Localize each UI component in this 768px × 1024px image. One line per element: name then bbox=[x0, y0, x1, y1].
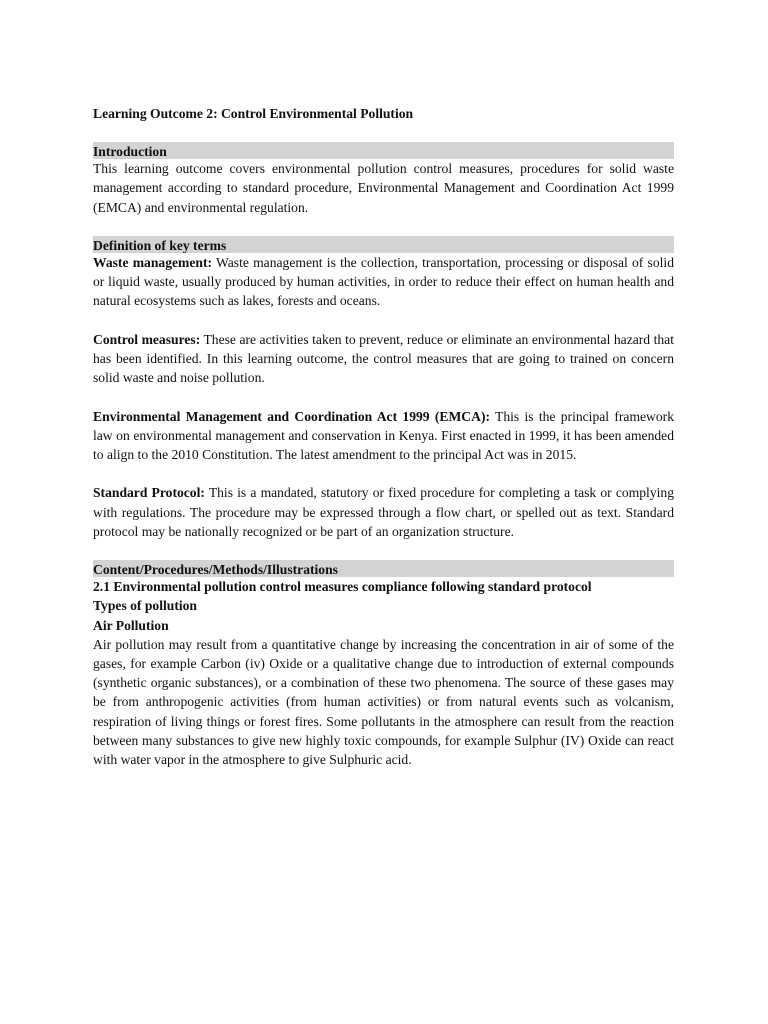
definition-text: These are activities taken to prevent, reduce or eliminate an environmental hazard that has been identified. In this learning outcome, the control measures that are going to trained on concern solid waste and noise pollution. bbox=[93, 331, 674, 386]
page-title: Learning Outcome 2: Control Environmental Pollution bbox=[93, 106, 414, 121]
content-heading: Content/Procedures/Methods/Illustrations bbox=[93, 560, 674, 577]
definition-term: Waste management: bbox=[93, 255, 213, 270]
definition-text: Waste management is the collection, transportation, processing or disposal of solid or liquid waste, usually produced by human activities, in order to reduce their effect on human health and natural ecosystems such as lakes, forests and oceans. bbox=[93, 255, 674, 309]
definition-waste-management bbox=[93, 253, 674, 311]
definition-emca bbox=[93, 407, 674, 465]
introduction-heading: Introduction bbox=[93, 142, 674, 159]
definition-standard-protocol bbox=[93, 483, 674, 541]
air-pollution-heading: Air Pollution bbox=[93, 617, 169, 633]
spacer bbox=[93, 541, 674, 560]
spacer bbox=[93, 387, 674, 406]
spacer bbox=[93, 217, 674, 236]
definition-text: This is the principal framework law on environmental management and conservation in Kenya. First enacted in 1999, it has been amended to align to the 2010 Constitution. The latest amendment to the principal Act was in 2015. bbox=[93, 408, 674, 462]
types-of-pollution-heading: Types of pollution bbox=[93, 598, 197, 614]
spacer bbox=[93, 311, 674, 330]
definition-text: This is a mandated, statutory or fixed procedure for completing a task or complying with regulations. The procedure may be expressed through a flow chart, or spelled out as text. Standard protocol may be nationally recognized or be part of an organization structure. bbox=[93, 485, 674, 539]
spacer bbox=[93, 464, 674, 483]
introduction-text: This learning outcome covers environmental pollution control measures, procedures for solid waste management according to standard procedure, Environmental Management and Coordination Act 1999 (EMCA) and environmental regulation. bbox=[93, 161, 674, 215]
definition-term: Standard Protocol: bbox=[93, 485, 205, 501]
document-page bbox=[93, 104, 674, 769]
air-pollution-text: Air pollution may result from a quantitative change by increasing the concentration in air of some of the gases, for example Carbon (iv) Oxide or a qualitative change due to introduction of external compounds (synthetic organic substances), or a combination of these two phenomena. The source of these gases may be from anthropogenic activities (from human activities) or from natural events such as volcanism, respiration of living things or forest fires. Some pollutants in the atmosphere can result from the reaction between many substances to give new highly toxic compounds, for example Sulphur (IV) Oxide can react with water vapor in the atmosphere to give Sulphuric acid. bbox=[93, 636, 674, 768]
definition-term: Environmental Management and Coordination Act 1999 (EMCA): bbox=[93, 408, 490, 424]
definition-term: Control measures: bbox=[93, 331, 201, 347]
definitions-heading: Definition of key terms bbox=[93, 236, 674, 253]
section-title: 2.1 Environmental pollution control measures compliance following standard protocol bbox=[93, 579, 592, 595]
definition-control-measures bbox=[93, 330, 674, 388]
